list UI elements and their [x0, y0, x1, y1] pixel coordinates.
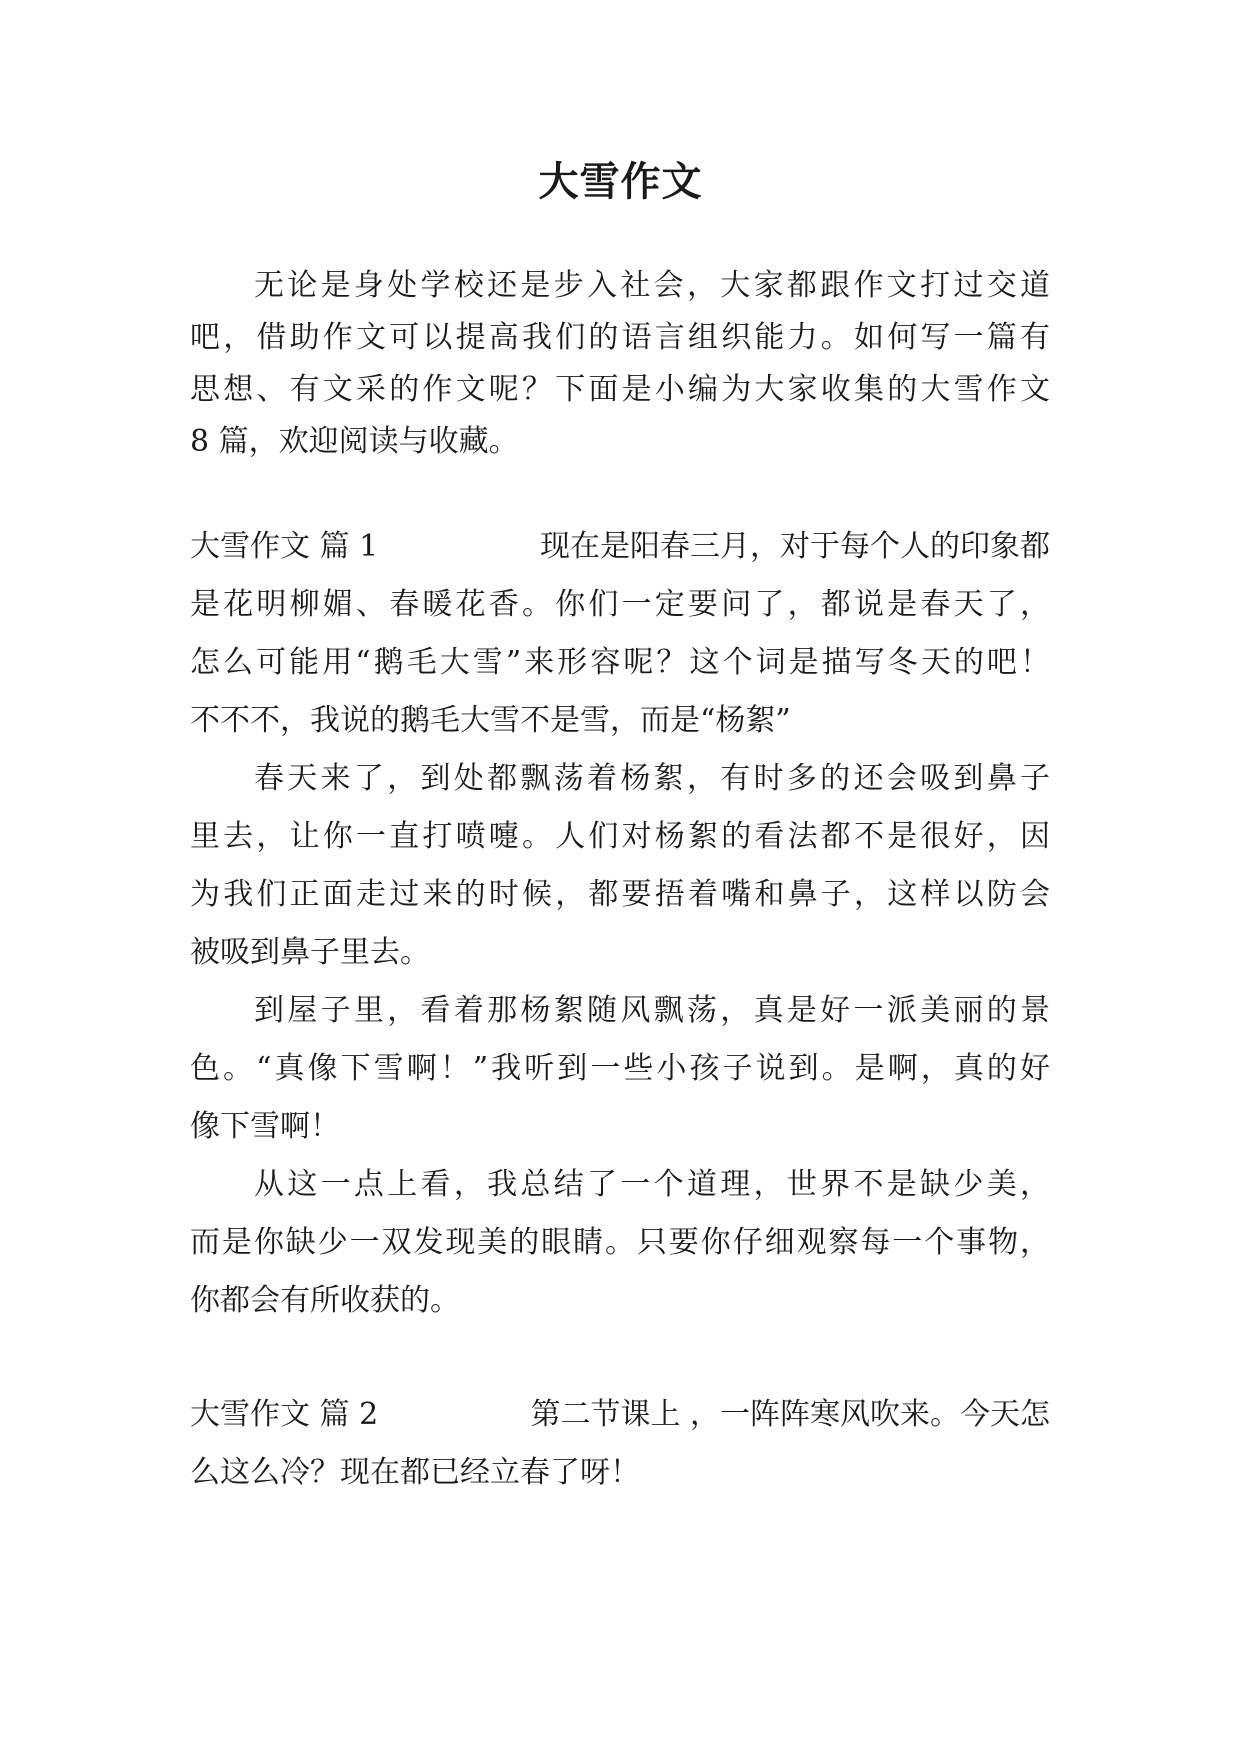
- intro-line-2: 吧，借助作文可以提高我们的语言组织能力。如何写一篇有: [190, 320, 1050, 355]
- section-1-heading: 大雪作文 篇 1: [190, 529, 379, 564]
- section-1-p1-line-3: 不不不，我说的鹅毛大雪不是雪，而是“杨絮”: [190, 703, 791, 738]
- section-1-p3-line-1: 到屋子里，看着那杨絮随风飘荡，真是好一派美丽的景: [254, 993, 1050, 1028]
- section-1-p3-line-3: 像下雪啊！: [190, 1109, 340, 1144]
- section-1-p2-line-4: 被吸到鼻子里去。: [190, 935, 430, 970]
- section-1-p2-line-1: 春天来了，到处都飘荡着杨絮，有时多的还会吸到鼻子: [254, 761, 1050, 796]
- section-1-p4-line-3: 你都会有所收获的。: [190, 1283, 460, 1318]
- intro-line-4: 8 篇，欢迎阅读与收藏。: [190, 424, 519, 459]
- section-1-first-line: [190, 525, 1050, 569]
- section-2-first-line-text: 第二节课上 ，一阵阵寒风吹来。今天怎: [530, 1397, 1050, 1432]
- section-2-first-line: [190, 1393, 1050, 1437]
- section-1-p4-line-1: 从这一点上看，我总结了一个道理，世界不是缺少美，: [254, 1167, 1050, 1202]
- section-2-heading: 大雪作文 篇 2: [190, 1397, 379, 1432]
- section-1-p3-line-2: 色。“真像下雪啊！”我听到一些小孩子说到。是啊，真的好: [190, 1051, 1050, 1086]
- section-1-p2-line-3: 为我们正面走过来的时候，都要捂着嘴和鼻子，这样以防会: [190, 877, 1050, 912]
- section-1-p1-line-1: 是花明柳媚、春暖花香。你们一定要问了，都说是春天了，: [190, 587, 1050, 622]
- section-1-p4-line-2: 而是你缺少一双发现美的眼睛。只要你仔细观察每一个事物，: [190, 1225, 1050, 1260]
- document-title: 大雪作文: [538, 159, 703, 205]
- intro-line-3: 思想、有文采的作文呢？下面是小编为大家收集的大雪作文: [190, 372, 1050, 407]
- intro-line-1: 无论是身处学校还是步入社会，大家都跟作文打过交道: [254, 268, 1050, 303]
- section-1-p2-line-2: 里去，让你一直打喷嚏。人们对杨絮的看法都不是很好，因: [190, 819, 1050, 854]
- section-2-p1-line-1: 么这么冷？现在都已经立春了呀！: [190, 1455, 640, 1490]
- section-1-first-line-text: 现在是阳春三月，对于每个人的印象都: [540, 529, 1050, 564]
- section-1-p1-line-2: 怎么可能用“鹅毛大雪”来形容呢？这个词是描写冬天的吧！: [190, 645, 1050, 680]
